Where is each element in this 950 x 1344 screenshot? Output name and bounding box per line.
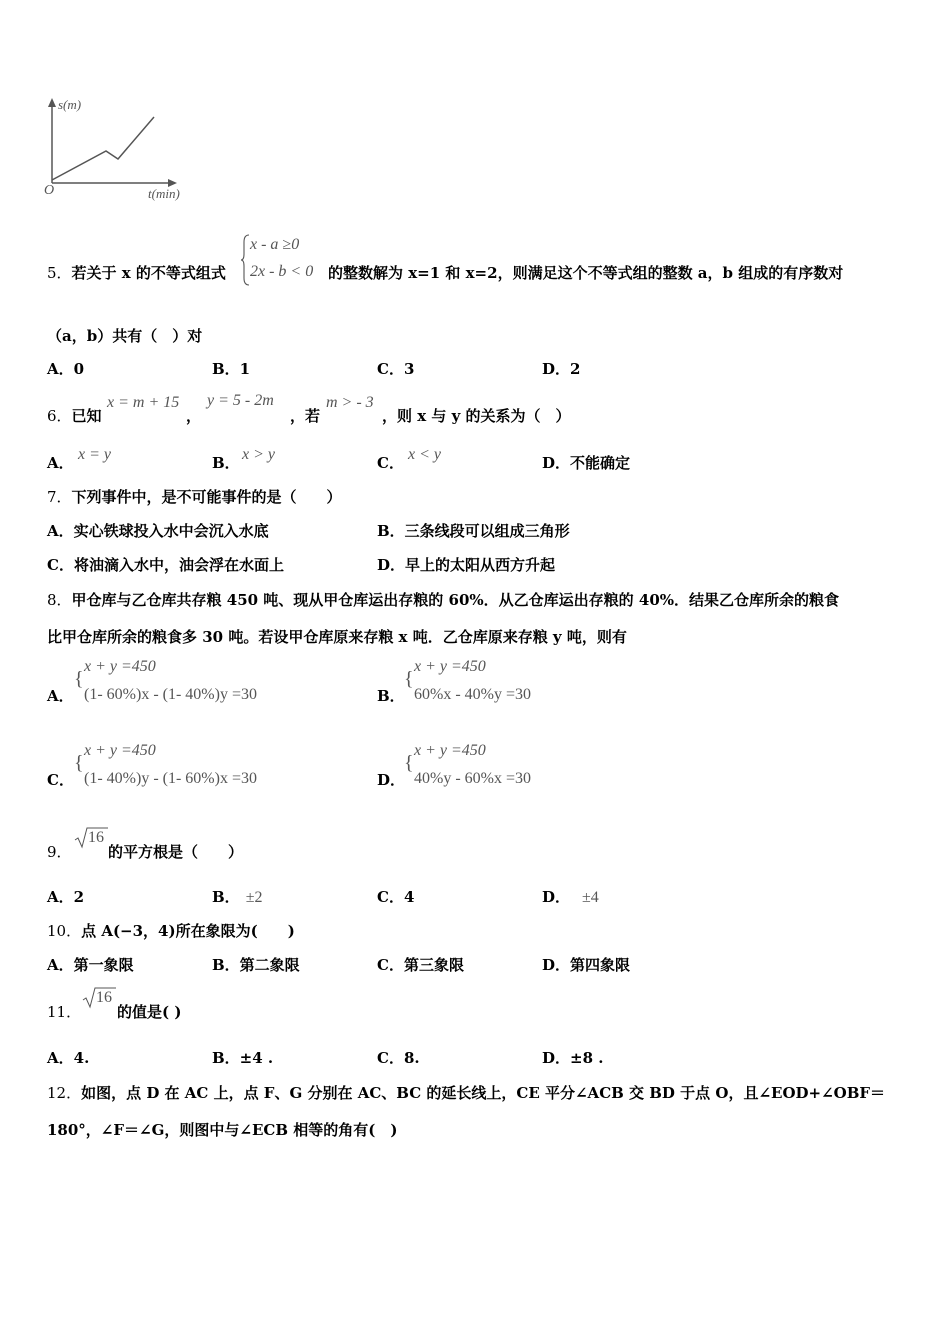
- q5-system: [240, 232, 328, 288]
- q8-a-line1: x + y =450: [84, 658, 156, 675]
- q7-option-d[interactable]: D．早上的太阳从西方升起: [377, 556, 556, 574]
- q8-c-line2: (1- 40%)y - (1- 60%)x =30: [84, 770, 257, 787]
- q5-sys-line1: x - a ≥0: [250, 236, 300, 253]
- q9-option-d[interactable]: [542, 886, 599, 907]
- q9-option-b-label: B．: [212, 888, 240, 906]
- q8-option-c-system: [74, 740, 314, 794]
- q5-number: 5．: [47, 264, 72, 282]
- q7-line: [47, 486, 342, 507]
- q5-option-a[interactable]: A．0: [47, 360, 85, 378]
- q8-a-line2: (1- 60%)x - (1- 40%)y =30: [84, 686, 257, 703]
- q10-option-a[interactable]: A．第一象限: [47, 956, 134, 974]
- q9-option-c-label: C．: [377, 888, 404, 906]
- q6-option-d-text: 不能确定: [570, 454, 631, 472]
- q10-option-c[interactable]: C．第三象限: [377, 956, 464, 974]
- q6-text-b: ，若: [290, 407, 321, 425]
- q9-option-a[interactable]: [47, 886, 84, 907]
- q6-line: [47, 405, 102, 426]
- q5-brace-icon: [240, 234, 250, 286]
- q9-text: 的平方根是（ ）: [108, 843, 244, 861]
- q11-option-d[interactable]: D．±8 .: [542, 1049, 604, 1067]
- q9-option-b[interactable]: [212, 886, 262, 907]
- q9-number: [47, 841, 72, 862]
- q8-option-b-system: [404, 656, 604, 710]
- q9-num: 9．: [47, 843, 72, 861]
- distance-time-graph: [40, 95, 200, 205]
- q8-b-brace-icon: {: [404, 668, 414, 690]
- graph-y-label: s(m): [58, 97, 82, 112]
- q8-number: 8．: [47, 591, 72, 609]
- q9-option-d-value: ±4: [582, 889, 599, 906]
- q6-number: 6．: [47, 407, 72, 425]
- q9-option-b-value: ±2: [245, 889, 263, 906]
- q8-line1: [47, 589, 839, 610]
- q5-text-c: （a，b）共有（ ）对: [47, 327, 203, 345]
- q5-text-b: 的整数解为 x=1 和 x=2，则满足这个不等式组的整数 a，b 组成的有序数对: [328, 264, 844, 282]
- q5-line1: [47, 262, 226, 283]
- q5-text-a: 若关于 x 的不等式组式: [71, 264, 226, 282]
- graph-line: [52, 117, 154, 180]
- q12-text-b: 180°，∠F＝∠G，则图中与∠ECB 相等的角有( ): [47, 1121, 398, 1139]
- q12-text-a: 如图，点 D 在 AC 上，点 F、G 分别在 AC、BC 的延长线上，CE 平分∠ACB 交 BD 于点 O，且∠EOD+∠OBF＝: [81, 1084, 886, 1102]
- q10-option-d[interactable]: D．第四象限: [542, 956, 631, 974]
- q6-option-a-label[interactable]: A．: [47, 454, 74, 472]
- q8-c-brace-icon: {: [74, 752, 84, 774]
- q11-option-c[interactable]: C．8.: [377, 1049, 420, 1067]
- q6-expr2: y = 5 - 2m: [207, 392, 274, 409]
- q11-number: [47, 1001, 81, 1022]
- q5-sys-line2: 2x - b < 0: [250, 263, 314, 280]
- q8-text-b: 比甲仓库所余的粮食多 30 吨。若设甲仓库原来存粮 x 吨．乙仓库原来存粮 y 吨，则有: [47, 628, 627, 646]
- q9-option-c-value: 4: [403, 888, 415, 906]
- q9-sqrt: [74, 826, 108, 850]
- q8-b-line2: 60%x - 40%y =30: [414, 686, 532, 703]
- q9-option-a-label: A．: [47, 888, 74, 906]
- q8-text-a: 甲仓库与乙仓库共存粮 450 吨、现从甲仓库运出存粮的 60%．从乙仓库运出存粮的 40%．结果乙仓库所余的粮食: [71, 591, 840, 609]
- q7-text: 下列事件中，是不可能事件的是（ ）: [71, 488, 342, 506]
- graph-origin-label: O: [44, 183, 55, 198]
- q6-option-b-label[interactable]: B．: [212, 454, 240, 472]
- q6-text-a: 已知: [71, 407, 102, 425]
- q5-option-b[interactable]: B．1: [212, 360, 251, 378]
- q5-option-d[interactable]: D．2: [542, 360, 581, 378]
- q10-number: 10．: [47, 922, 82, 940]
- q9-option-a-value: 2: [73, 888, 85, 906]
- q10-line: [47, 920, 295, 941]
- q8-option-d-label[interactable]: D．: [377, 771, 406, 789]
- q10-option-b[interactable]: B．第二象限: [212, 956, 300, 974]
- q7-option-a[interactable]: A．实心铁球投入水中会沉入水底: [47, 522, 269, 540]
- q6-option-d[interactable]: [542, 452, 630, 473]
- q7-option-b[interactable]: B．三条线段可以组成三角形: [377, 522, 570, 540]
- q8-d-line1: x + y =450: [414, 742, 486, 759]
- q8-option-d-system: [404, 740, 604, 794]
- q6-option-c-expr: x < y: [408, 446, 441, 463]
- q8-option-a-system: [74, 656, 314, 710]
- q12-line1: [47, 1082, 885, 1103]
- q8-option-a-label[interactable]: A．: [47, 687, 74, 705]
- q8-option-b-label[interactable]: B．: [377, 687, 405, 705]
- q12-number: 12．: [47, 1084, 82, 1102]
- q10-text: 点 A(−3，4)所在象限为( ): [81, 922, 295, 940]
- q8-b-line1: x + y =450: [414, 658, 486, 675]
- q5-option-c[interactable]: C．3: [377, 360, 415, 378]
- q8-a-brace-icon: {: [74, 668, 84, 690]
- graph-x-label: t(min): [148, 186, 180, 201]
- q8-d-line2: 40%y - 60%x =30: [414, 770, 532, 787]
- q9-option-d-label: D．: [542, 888, 571, 906]
- q11-option-b[interactable]: B．±4 .: [212, 1049, 274, 1067]
- q11-radicand: 16: [96, 989, 112, 1006]
- q11-option-a[interactable]: A．4.: [47, 1049, 90, 1067]
- q11-text: 的值是( ): [117, 1003, 182, 1021]
- q6-sep1: ，: [186, 407, 202, 425]
- q6-text-c: ，则 x 与 y 的关系为（ ）: [382, 407, 571, 425]
- q7-number: 7．: [47, 488, 72, 506]
- q6-option-b-expr: x > y: [242, 446, 275, 463]
- q9-option-c[interactable]: [377, 886, 414, 907]
- y-axis-arrow-icon: [48, 98, 56, 107]
- q8-c-line1: x + y =450: [84, 742, 156, 759]
- q6-option-a-expr: x = y: [78, 446, 111, 463]
- q7-option-c[interactable]: C．将油滴入水中，油会浮在水面上: [47, 556, 284, 574]
- q6-expr1: x = m + 15: [107, 394, 180, 411]
- q9-radicand: 16: [88, 829, 104, 846]
- q6-option-d-label: D．: [542, 454, 571, 472]
- q11-sqrt: [82, 986, 116, 1010]
- q6-expr3: m > - 3: [326, 394, 374, 411]
- q11-num: 11．: [47, 1003, 82, 1021]
- q8-d-brace-icon: {: [404, 752, 414, 774]
- q6-option-c-label[interactable]: C．: [377, 454, 404, 472]
- q8-option-c-label[interactable]: C．: [47, 771, 74, 789]
